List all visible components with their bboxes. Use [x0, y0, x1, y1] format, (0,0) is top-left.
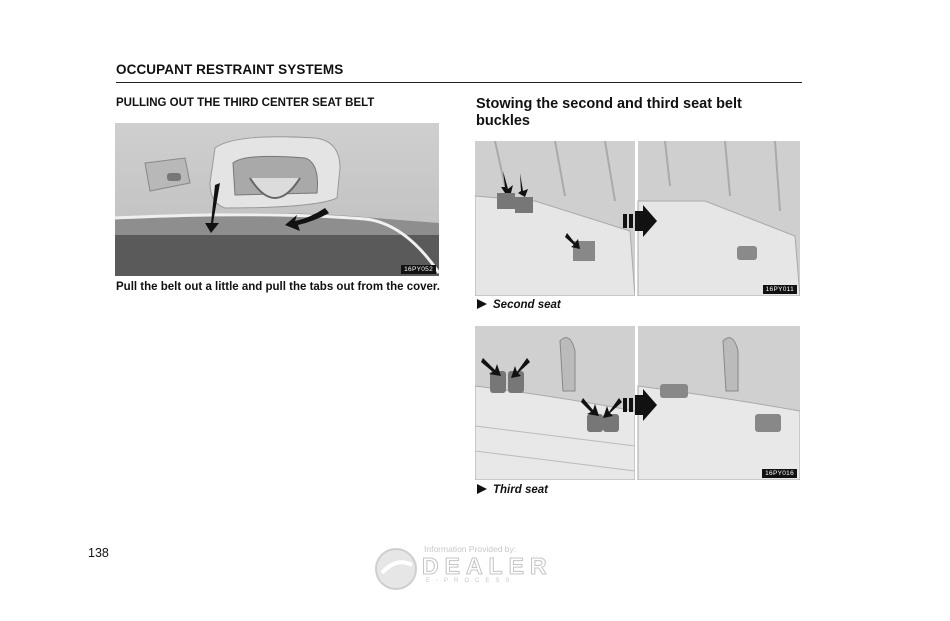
third-seat-illustration [475, 326, 800, 480]
left-heading: PULLING OUT THE THIRD CENTER SEAT BELT [116, 97, 375, 109]
belt-cover-illustration [115, 123, 439, 276]
second-seat-caption-text: Second seat [493, 299, 561, 311]
triangle-bullet-icon [477, 484, 487, 494]
third-seat-figure [475, 326, 800, 480]
figure-code: 16PY016 [762, 469, 797, 478]
watermark [374, 541, 574, 593]
watermark-brand: DEALER [422, 553, 553, 579]
triangle-bullet-icon [477, 299, 487, 309]
watermark-sub: E-PROCESS [426, 578, 516, 584]
right-heading: Stowing the second and third seat belt buckles [476, 96, 742, 129]
globe-logo-icon [374, 547, 418, 591]
second-seat-illustration [475, 141, 800, 296]
left-caption: Pull the belt out a little and pull the tabs out from the cover. [116, 281, 440, 293]
watermark-text: Information Provided by: [424, 544, 517, 554]
figure-code: 16PY011 [763, 285, 797, 294]
second-seat-caption [477, 299, 561, 311]
second-seat-figure [475, 141, 800, 296]
third-seat-caption [477, 484, 548, 496]
third-seat-caption-text: Third seat [493, 484, 548, 496]
figure-code: 16PY052 [401, 265, 436, 274]
page-number: 138 [88, 546, 109, 560]
belt-cover-figure [115, 123, 439, 276]
section-header: OCCUPANT RESTRAINT SYSTEMS [116, 62, 802, 83]
